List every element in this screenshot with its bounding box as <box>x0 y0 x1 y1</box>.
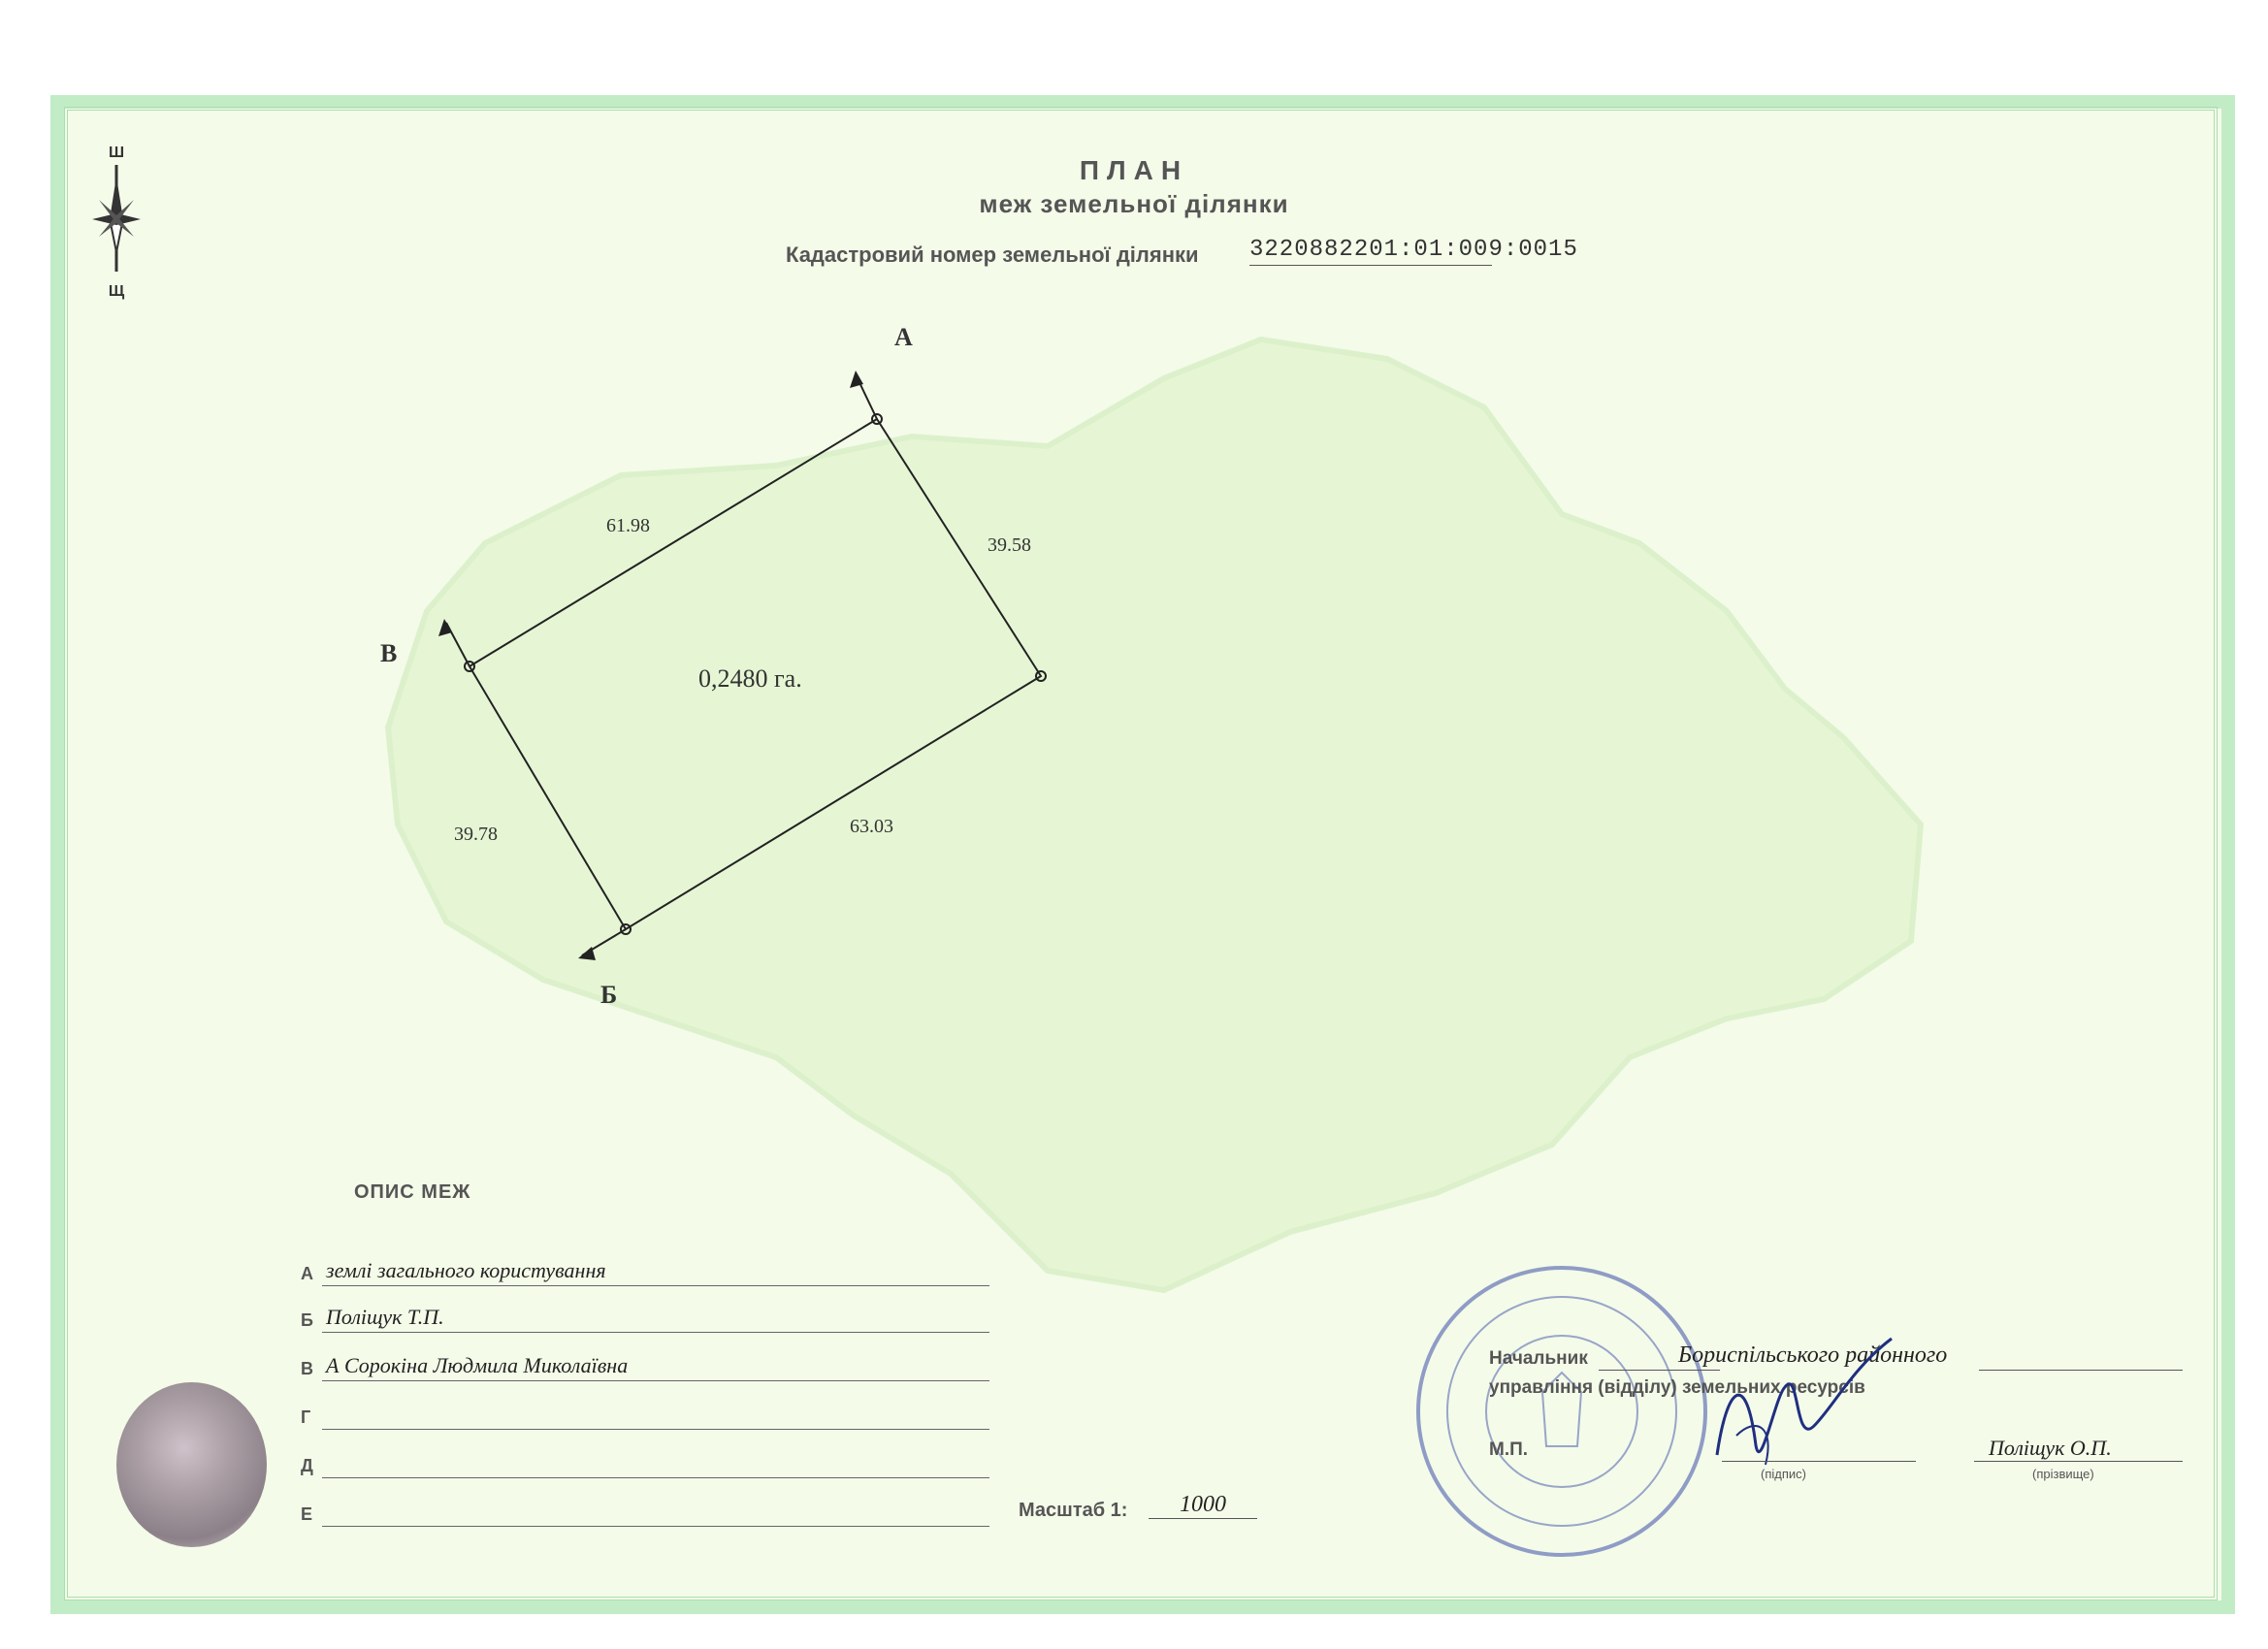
official-stamp-icon <box>1407 1256 1717 1567</box>
boundary-letter: Е <box>301 1504 313 1524</box>
signature-line <box>1722 1461 1916 1462</box>
compass-north-label: Ш <box>108 145 125 161</box>
boundary-row-d <box>301 1449 989 1478</box>
boundary-row-e <box>301 1498 989 1527</box>
cadastral-label: Кадастровий номер земельної ділянки <box>786 242 1199 267</box>
head-line-right <box>1979 1370 2183 1371</box>
boundary-row-b <box>301 1304 989 1333</box>
mp-label: М.П. <box>1489 1439 1529 1460</box>
point-v-label: В <box>380 639 398 667</box>
document-title: ПЛАН <box>1079 155 1189 185</box>
signature-block <box>1484 1342 2183 1581</box>
head-line-left <box>1599 1370 1720 1371</box>
boundary-row-a <box>301 1257 989 1286</box>
side-bottom-length: 63.03 <box>850 816 893 837</box>
boundary-letter: В <box>301 1359 313 1378</box>
boundary-line <box>322 1499 989 1527</box>
side-left-length: 39.78 <box>454 824 498 845</box>
boundary-letter: А <box>301 1264 313 1283</box>
signature-caption: (підпис) <box>1761 1467 1806 1481</box>
boundary-line <box>322 1450 989 1478</box>
dept-label: управління (відділу) земельних ресурсів <box>1489 1377 1865 1398</box>
point-a-label: А <box>894 323 913 351</box>
side-right-length: 39.58 <box>988 534 1031 556</box>
arrow-v-head <box>438 619 452 636</box>
boundary-row-v <box>301 1352 989 1381</box>
document-subtitle: меж земельної ділянки <box>979 189 1289 218</box>
point-b-label: Б <box>600 981 618 1009</box>
compass-south-label: Щ <box>108 283 125 300</box>
boundary-line <box>322 1402 989 1430</box>
boundary-text: Поліщук Т.П. <box>326 1305 444 1329</box>
cadastral-number: 3220882201:01:009:0015 <box>1249 237 1492 266</box>
scale-value: 1000 <box>1149 1492 1257 1519</box>
boundary-row-g <box>301 1401 989 1430</box>
surname-line <box>1974 1461 2183 1462</box>
head-label: Начальник <box>1489 1348 1588 1369</box>
hologram-seal-icon <box>116 1382 267 1547</box>
surname-value: Поліщук О.П. <box>1989 1436 2112 1460</box>
boundary-text: землі загального користування <box>326 1258 606 1282</box>
head-value: Бориспільського районного <box>1678 1342 1948 1368</box>
boundaries-title: ОПИС МЕЖ <box>354 1181 471 1203</box>
boundary-letter: Г <box>301 1407 311 1427</box>
boundary-text: А Сорокіна Людмила Миколаївна <box>326 1353 629 1377</box>
surname-caption: (прізвище) <box>2032 1467 2094 1481</box>
plot-area: 0,2480 га. <box>698 664 802 693</box>
boundary-letter: Д <box>301 1456 313 1475</box>
side-top-length: 61.98 <box>606 515 650 536</box>
scale-label: Масштаб 1: <box>1019 1500 1128 1521</box>
boundary-letter: Б <box>301 1310 313 1330</box>
